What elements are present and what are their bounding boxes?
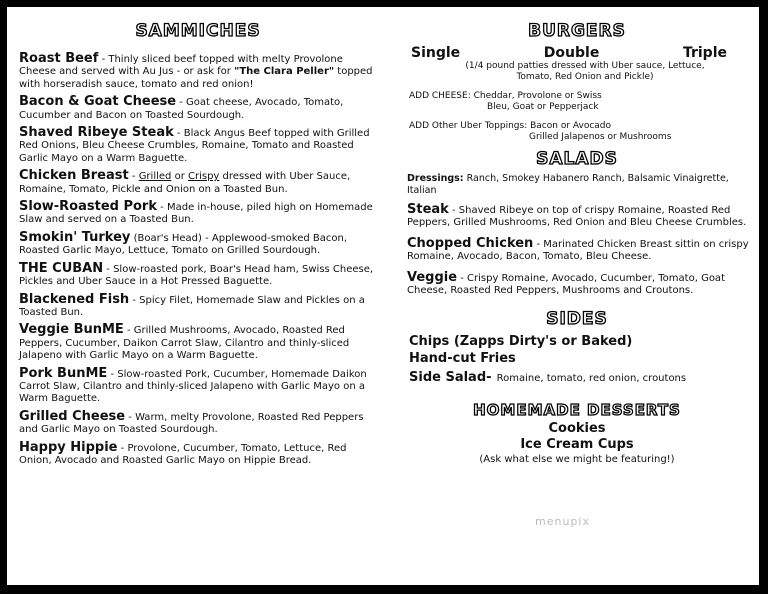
menu-item-veggie-bunme: Veggie BunME - Grilled Mushrooms, Avocado, Roasted Red Peppers, Cucumber, Daikon Carrot Slaw, Cilantro and thinly-sliced Jalapeno with Garlic Mayo on a Warm Baguette. <box>19 322 350 362</box>
item-desc: Shaved Ribeye on top of crispy Romaine, Roasted Red Peppers, Grilled Mushrooms, Red Onion and Bleu Cheese Crumbles. <box>407 205 747 229</box>
item-name: Veggie BunME <box>19 322 124 338</box>
item-name: THE CUBAN <box>19 260 104 276</box>
side-salad <box>409 367 753 387</box>
dressings-list: Ranch, Smokey Habanero Ranch, Balsamic Vinaigrette, Italian <box>407 173 729 196</box>
add-toppings <box>409 121 753 143</box>
menu-item-shaved-ribeye: Shaved Ribeye Steak - Black Angus Beef topped with Grilled Red Onions, Bleu Cheese Crumbles, Romaine, Tomato and Roasted Garlic Mayo on a Warm Baguette. <box>19 125 370 164</box>
item-desc: Applewood-smoked Bacon, Roasted Garlic Mayo, Lettuce, Tomato on Grilled Sourdough. <box>19 232 348 257</box>
menu-item-pork-bunme: Pork BunME - Slow-roasted Pork, Cucumber, Homemade Daikon Carrot Slaw, Cilantro and thinly-sliced Jalapeno with Garlic Mayo on a Warm Baguette. <box>19 365 367 405</box>
desserts-title: HOMEMADE DESSERTS <box>473 401 681 420</box>
item-name: Steak <box>407 202 449 217</box>
sammiches-title: SAMMICHES <box>135 21 261 41</box>
menu-item-grilled-cheese: Grilled Cheese - Warm, melty Provolone, Roasted Red Peppers and Garlic Mayo on Toasted Sourdough. <box>19 408 364 436</box>
item-desc: dressed with Uber Sauce, Romaine, Tomato, Pickle and Onion on a Toasted Bun. <box>19 171 351 195</box>
add-toppings-label: ADD Other Uber Toppings: <box>409 121 528 131</box>
add-cheese <box>409 91 753 113</box>
menu-item-slow-roasted-pork: Slow-Roasted Pork - Made in-house, piled high on Homemade Slaw and served on a Toasted Bun. <box>19 199 373 226</box>
item-name: Slow-Roasted Pork <box>19 199 157 215</box>
item-desc: Crispy Romaine, Avocado, Cucumber, Tomato, Goat Cheese, Roasted Red Peppers, Mushrooms and Croutons. <box>407 272 725 297</box>
sides-title: SIDES <box>546 309 608 330</box>
item-name: Chicken Breast <box>19 168 129 184</box>
menu-item-the-cuban: THE CUBAN - Slow-roasted pork, Boar's Head ham, Swiss Cheese, Pickles and Uber Sauce in a Hot Pressed Baguette. <box>19 260 374 288</box>
menu-item-blackened-fish: Blackened Fish - Spicy Filet, Homemade Slaw and Pickles on a Toasted Bun. <box>19 291 365 318</box>
item-name: Veggie <box>407 269 458 285</box>
item-name: Smokin' Turkey <box>19 229 131 245</box>
item-name: Roast Beef <box>19 51 99 66</box>
size-single: Single <box>411 45 461 61</box>
right-column <box>401 21 753 466</box>
burger-note: (1/4 pound patties dressed with Uber sauce, Lettuce, Tomato, Red Onion and Pickle) <box>465 61 705 82</box>
burgers-title: BURGERS <box>528 21 626 41</box>
item-special: "The Clara Peller" <box>234 66 335 78</box>
item-desc: Thinly sliced beef topped with melty Provolone Cheese and served with Au Jus - or ask for <box>19 54 343 78</box>
item-desc: Goat cheese, Avocado, Tomato, Cucumber and Bacon on Toasted Sourdough. <box>19 97 344 121</box>
item-desc: Marinated Chicken Breast sittin on crispy Romaine, Avocado, Bacon, Tomato, Bleu Cheese. <box>407 238 749 263</box>
item-desc: Made in-house, piled high on Homemade Slaw and served on a Toasted Bun. <box>19 202 373 226</box>
sammiches-column <box>19 21 377 472</box>
add-cheese-label: ADD CHEESE: <box>409 91 471 101</box>
size-double: Double <box>543 45 600 61</box>
add-toppings-options-2: Grilled Jalapenos or Mushrooms <box>529 132 672 142</box>
salad-veggie: Veggie - Crispy Romaine, Avocado, Cucumber, Tomato, Goat Cheese, Roasted Red Peppers, Mushrooms and Croutons. <box>407 269 725 297</box>
menu-item-happy-hippie: Happy Hippie - Provolone, Cucumber, Tomato, Lettuce, Red Onion, Avocado and Roasted Garlic Mayo on Hippie Bread. <box>19 439 347 466</box>
side-chips: Chips (Zapps Dirty's or Baked) <box>409 334 633 350</box>
menu-item-bacon-goat-cheese: Bacon & Goat Cheese - Goat cheese, Avocado, Tomato, Cucumber and Bacon on Toasted Sourdough. <box>19 94 344 121</box>
desserts-note: (Ask what else we might be featuring!) <box>479 454 675 466</box>
watermark: menupix <box>535 515 590 528</box>
item-desc-2: topped with horseradish sauce, tomato and red onion! <box>19 66 373 90</box>
burger-sizes <box>401 45 753 61</box>
item-name: Bacon & Goat Cheese <box>19 94 177 110</box>
item-desc: Spicy Filet, Homemade Slaw and Pickles on a Toasted Bun. <box>19 294 365 318</box>
option-crispy: Crispy <box>188 171 220 183</box>
item-name: Grilled Cheese <box>19 408 126 424</box>
item-desc: Slow-roasted pork, Boar's Head ham, Swiss Cheese, Pickles and Uber Sauce in a Hot Pressed Baguette. <box>19 263 374 288</box>
menu-item-roast-beef: Roast Beef - Thinly sliced beef topped with melty Provolone Cheese and served with Au Jus - or ask for "The Clara Peller" topped with horseradish sauce, tomato and red onion! <box>19 51 373 90</box>
dessert-ice-cream: Ice Cream Cups <box>520 437 634 453</box>
menu-item-chicken-breast: Chicken Breast - Grilled or Crispy dressed with Uber Sauce, Romaine, Tomato, Pickle and Onion on a Toasted Bun. <box>19 168 351 195</box>
size-triple: Triple <box>682 45 727 61</box>
side-salad-desc: Romaine, tomato, red onion, croutons <box>496 373 687 385</box>
item-name: Shaved Ribeye Steak <box>19 125 174 141</box>
option-grilled: Grilled <box>138 171 172 183</box>
item-desc: Warm, melty Provolone, Roasted Red Peppers and Garlic Mayo on Toasted Sourdough. <box>19 411 364 436</box>
dessert-cookies: Cookies <box>548 421 606 437</box>
side-salad-name: Side Salad- <box>409 370 492 386</box>
side-fries: Hand-cut Fries <box>409 351 516 367</box>
sides-list <box>409 333 753 387</box>
item-desc: Provolone, Cucumber, Tomato, Lettuce, Red Onion, Avocado and Roasted Garlic Mayo on Hippie Bread. <box>19 442 347 466</box>
add-cheese-options: Cheddar, Provolone or Swiss <box>473 91 602 101</box>
add-cheese-options-2: Bleu, Goat or Pepperjack <box>487 102 599 112</box>
salad-dressings <box>407 173 753 196</box>
add-toppings-options: Bacon or Avocado <box>530 121 612 131</box>
salads-title: SALADS <box>536 149 618 169</box>
menu-sheet <box>5 5 761 587</box>
item-desc: Slow-roasted Pork, Cucumber, Homemade Daikon Carrot Slaw, Cilantro and thinly-sliced Jalapeno with Garlic Mayo on a Warm Baguette. <box>19 368 367 405</box>
option-or: or <box>174 171 185 183</box>
item-name: Happy Hippie <box>19 439 118 455</box>
item-desc: Grilled Mushrooms, Avocado, Roasted Red Peppers, Cucumber, Daikon Carrot Slaw, Cilantro and thinly-sliced Jalapeno with Garlic Mayo on a Warm Baguette. <box>19 325 350 362</box>
salad-chopped-chicken: Chopped Chicken - Marinated Chicken Breast sittin on crispy Romaine, Avocado, Bacon, Tomato, Bleu Cheese. <box>407 235 749 263</box>
menu-item-smokin-turkey: Smokin' Turkey (Boar's Head) - Applewood-smoked Bacon, Roasted Garlic Mayo, Lettuce, Tomato on Grilled Sourdough. <box>19 229 348 257</box>
dressings-label: Dressings: <box>407 173 464 184</box>
item-name: Chopped Chicken <box>407 235 534 251</box>
item-name: Pork BunME <box>19 365 108 381</box>
item-note: (Boar's Head) <box>133 232 202 244</box>
salad-steak: Steak - Shaved Ribeye on top of crispy Romaine, Roasted Red Peppers, Grilled Mushrooms, Red Onion and Bleu Cheese Crumbles. <box>407 202 747 229</box>
item-desc: Black Angus Beef topped with Grilled Red Onions, Bleu Cheese Crumbles, Romaine, Tomato and Roasted Garlic Mayo on a Warm Baguette. <box>19 128 370 164</box>
item-name: Blackened Fish <box>19 291 130 307</box>
